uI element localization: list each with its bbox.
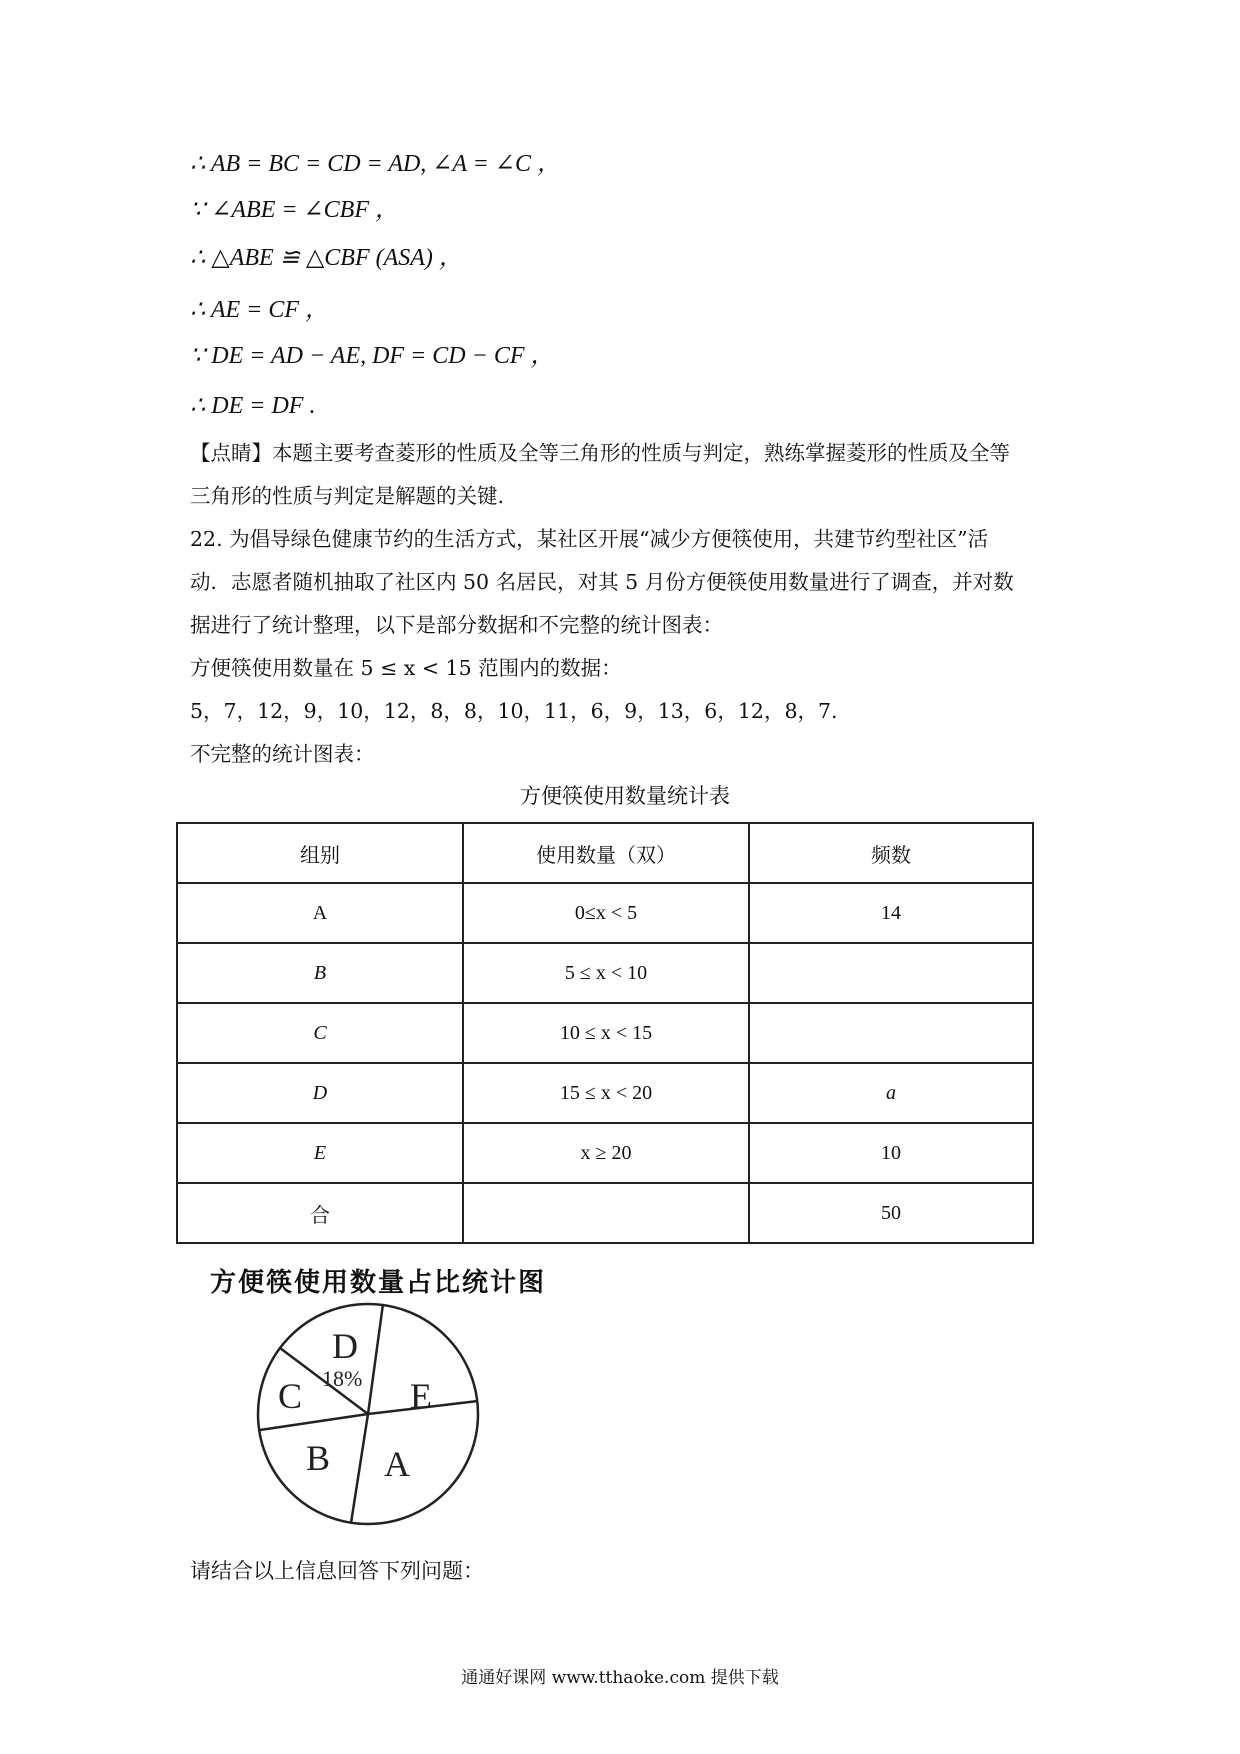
table-title: 方便筷使用数量统计表 — [520, 784, 730, 808]
cell-frequency — [749, 1003, 1033, 1063]
proof-line-2: ∵ ∠ABE = ∠CBF ， — [190, 197, 399, 223]
pie-label-d: D — [332, 1326, 358, 1366]
cell-group: B — [177, 943, 463, 1003]
stat-table — [176, 822, 1034, 1244]
cell-frequency: a — [749, 1063, 1033, 1123]
footer: 通通好课网 www.tthaoke.com 提供下载 — [461, 1668, 779, 1688]
cell-group: A — [177, 883, 463, 943]
pie-divider-bottom — [351, 1414, 368, 1523]
table-row — [177, 1063, 1033, 1123]
comment-line-2: 三角形的性质与判定是解题的关键. — [190, 484, 505, 508]
cell-group: E — [177, 1123, 463, 1183]
problem-line-3: 据进行了统计整理，以下是部分数据和不完整的统计图表： — [190, 613, 723, 637]
proof-line-1: ∴ AB = BC = CD = AD, ∠A = ∠C ， — [190, 151, 561, 177]
table-header-row — [177, 823, 1033, 883]
comment-paragraph — [190, 432, 1060, 518]
problem-22 — [190, 518, 1060, 776]
table-row — [177, 1123, 1033, 1183]
question-prompt: 请结合以上信息回答下列问题： — [190, 1559, 484, 1583]
data-values: 5，7，12，9，10，12，8，8，10，11，6，9，13，6，12，8，7. — [190, 699, 838, 723]
table-row — [177, 1183, 1033, 1243]
pie-label-a: A — [384, 1444, 410, 1484]
cell-group: 合 — [177, 1183, 463, 1243]
pie-label-c: C — [278, 1376, 303, 1416]
header-group: 组别 — [177, 823, 463, 883]
comment-line-1: 【点睛】本题主要考查菱形的性质及全等三角形的性质与判定，熟练掌握菱形的性质及全等 — [190, 441, 1010, 465]
cell-frequency: 14 — [749, 883, 1033, 943]
range-intro: 方便筷使用数量在 5 ≤ x < 15 范围内的数据： — [190, 656, 622, 680]
cell-range — [463, 1183, 749, 1243]
proof-line-3: ∴ △ABE ≌ △CBF (ASA) ， — [190, 245, 463, 271]
cell-group: C — [177, 1003, 463, 1063]
cell-range: 10 ≤ x < 15 — [463, 1003, 749, 1063]
cell-frequency: 10 — [749, 1123, 1033, 1183]
table-row — [177, 943, 1033, 1003]
header-amount: 使用数量（双） — [463, 823, 749, 883]
problem-line-2: 动．志愿者随机抽取了社区内 50 名居民，对其 5 月份方便筷使用数量进行了调查，并对数 — [190, 570, 1014, 594]
cell-range: 5 ≤ x < 10 — [463, 943, 749, 1003]
cell-range: 15 ≤ x < 20 — [463, 1063, 749, 1123]
problem-line-1: 22. 为倡导绿色健康节约的生活方式，某社区开展“减少方便筷使用，共建节约型社区”活 — [190, 527, 989, 551]
proof-line-5: ∵ DE = AD − AE, DF = CD − CF ， — [190, 343, 555, 369]
cell-frequency — [749, 943, 1033, 1003]
cell-group: D — [177, 1063, 463, 1123]
table-row — [177, 1003, 1033, 1063]
pie-chart — [250, 1298, 490, 1534]
pie-label-e: E — [410, 1376, 432, 1416]
cell-range: 0≤x < 5 — [463, 883, 749, 943]
pie-title: 方便筷使用数量占比统计图 — [210, 1268, 547, 1298]
incomplete-label: 不完整的统计图表： — [190, 742, 375, 766]
pie-divider-top — [368, 1304, 383, 1414]
table-row — [177, 883, 1033, 943]
proof-line-6: ∴ DE = DF . — [190, 393, 316, 419]
cell-range: x ≥ 20 — [463, 1123, 749, 1183]
pie-label-d-percent: 18% — [322, 1366, 363, 1391]
header-frequency: 频数 — [749, 823, 1033, 883]
proof-line-4: ∴ AE = CF ， — [190, 297, 330, 323]
pie-divider-left — [260, 1414, 368, 1430]
cell-frequency: 50 — [749, 1183, 1033, 1243]
pie-label-b: B — [306, 1438, 331, 1478]
